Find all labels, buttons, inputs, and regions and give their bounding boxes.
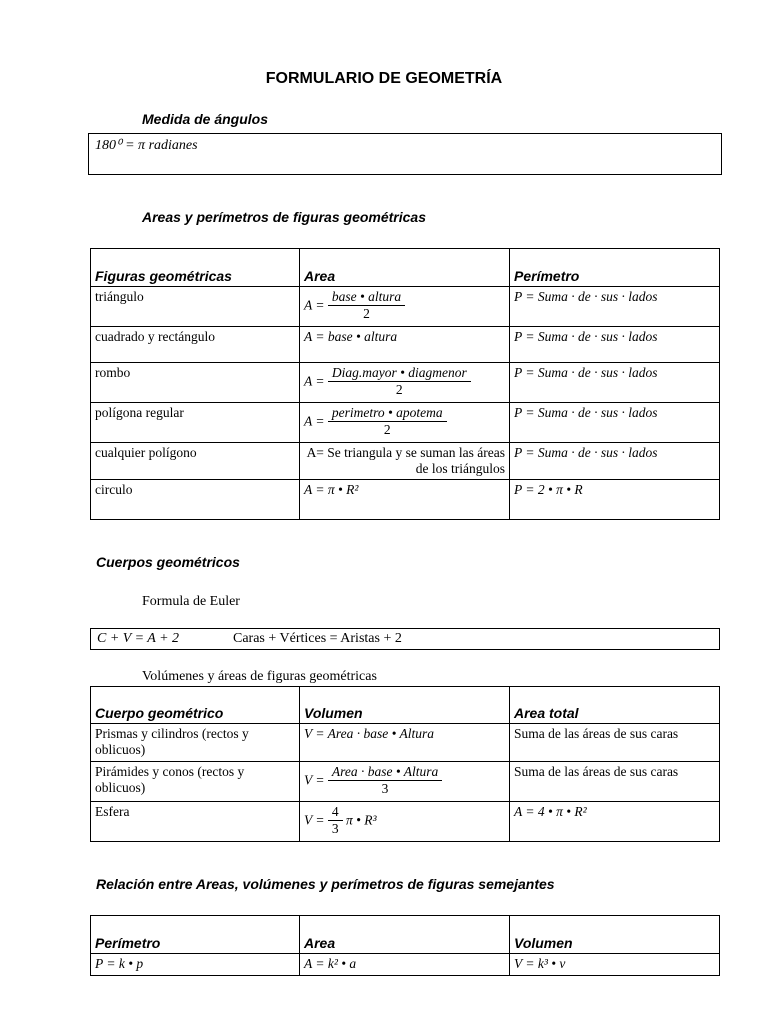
table-row	[91, 403, 720, 443]
fraction-numerator: base • altura	[328, 289, 405, 306]
column-header: Area total	[510, 687, 720, 724]
fraction-numerator: perimetro • apotema	[328, 405, 447, 422]
volume-lhs: V =	[304, 812, 325, 828]
table-header-row	[91, 687, 720, 724]
table-row	[91, 954, 720, 976]
perimeter-cell: P = Suma · de · sus · lados	[510, 403, 720, 443]
table-row	[91, 363, 720, 403]
area-cell: A = π • R²	[300, 480, 510, 520]
solids-table	[90, 686, 720, 842]
area-fraction	[328, 405, 447, 438]
fraction-denominator: 3	[331, 821, 339, 836]
area-cell: A = base • altura	[300, 327, 510, 363]
total-area-cell: A = 4 • π • R²	[510, 802, 720, 842]
angles-formula: 180⁰ = π radianes	[95, 138, 198, 153]
page-title: FORMULARIO DE GEOMETRÍA	[265, 70, 503, 87]
table-header-row	[91, 249, 720, 287]
volume-cell	[300, 762, 510, 802]
fraction-denominator: 2	[395, 382, 403, 397]
table-row	[91, 762, 720, 802]
area-fraction	[328, 365, 471, 398]
area-cell: A= Se triangula y se suman las áreas de los triángulos	[300, 443, 510, 480]
area-lhs: A =	[304, 373, 325, 389]
table-row	[91, 802, 720, 842]
area-cell	[300, 287, 510, 327]
section-heading-angles: Medida de ángulos	[142, 111, 269, 127]
section-heading-similar: Relación entre Areas, volúmenes y perímetros de figuras semejantes	[96, 876, 555, 892]
area-fraction	[328, 289, 405, 322]
body-cell: Pirámides y conos (rectos y oblicuos)	[91, 762, 300, 802]
area-cell	[300, 363, 510, 403]
perimeter-cell: P = Suma · de · sus · lados	[510, 363, 720, 403]
euler-formula: C + V = A + 2	[97, 631, 180, 646]
volume-cell: V = Area · base • Altura	[300, 724, 510, 762]
area-lhs: A =	[304, 413, 325, 429]
figure-cell: cualquier polígono	[91, 443, 300, 480]
figure-cell: cuadrado y rectángulo	[91, 327, 300, 363]
similar-table	[90, 915, 720, 976]
areas-table	[90, 248, 720, 520]
table-row	[91, 287, 720, 327]
perimeter-cell: P = Suma · de · sus · lados	[510, 287, 720, 327]
area-lhs: A =	[304, 297, 325, 313]
column-header: Area	[300, 916, 510, 954]
section-heading-solids: Cuerpos geométricos	[96, 554, 240, 570]
fraction-numerator: 4	[328, 804, 343, 821]
area-cell	[300, 403, 510, 443]
fraction-denominator: 2	[383, 422, 391, 437]
table-header-row	[91, 916, 720, 954]
total-area-cell: Suma de las áreas de sus caras	[510, 762, 720, 802]
table-row	[91, 327, 720, 363]
section-heading-areas: Areas y perímetros de figuras geométricas	[142, 209, 427, 225]
figure-cell: rombo	[91, 363, 300, 403]
fraction-denominator: 2	[363, 306, 370, 321]
column-header: Cuerpo geométrico	[91, 687, 300, 724]
column-header: Perímetro	[91, 916, 300, 954]
perimeter-cell: P = 2 • π • R	[510, 480, 720, 520]
column-header: Volumen	[510, 916, 720, 954]
volume-rhs: π • R³	[346, 812, 377, 828]
body-cell: Esfera	[91, 802, 300, 842]
volume-lhs: V =	[304, 772, 325, 788]
volume-cell	[300, 802, 510, 842]
volume-fraction	[328, 804, 343, 837]
column-header: Figuras geométricas	[91, 249, 300, 287]
angles-box	[88, 133, 722, 175]
total-area-cell: Suma de las áreas de sus caras	[510, 724, 720, 762]
euler-label: Formula de Euler	[142, 594, 240, 609]
euler-box	[90, 628, 720, 650]
volume-cell: V = k³ • v	[510, 954, 720, 976]
table-row	[91, 443, 720, 480]
column-header: Area	[300, 249, 510, 287]
figure-cell: circulo	[91, 480, 300, 520]
figure-cell: triángulo	[91, 287, 300, 327]
perimeter-cell: P = k • p	[91, 954, 300, 976]
table-row	[91, 724, 720, 762]
area-cell: A = k² • a	[300, 954, 510, 976]
figure-cell: polígona regular	[91, 403, 300, 443]
fraction-numerator: Diag.mayor • diagmenor	[328, 365, 471, 382]
perimeter-cell: P = Suma · de · sus · lados	[510, 443, 720, 480]
perimeter-cell: P = Suma · de · sus · lados	[510, 327, 720, 363]
volumes-label: Volúmenes y áreas de figuras geométricas	[142, 669, 377, 684]
column-header: Perímetro	[510, 249, 720, 287]
fraction-numerator: Area · base • Altura	[328, 764, 442, 781]
euler-text: Caras + Vértices = Aristas + 2	[233, 631, 402, 646]
column-header: Volumen	[300, 687, 510, 724]
table-row	[91, 480, 720, 520]
fraction-denominator: 3	[381, 781, 389, 796]
volume-fraction	[328, 764, 442, 797]
body-cell: Prismas y cilindros (rectos y oblicuos)	[91, 724, 300, 762]
